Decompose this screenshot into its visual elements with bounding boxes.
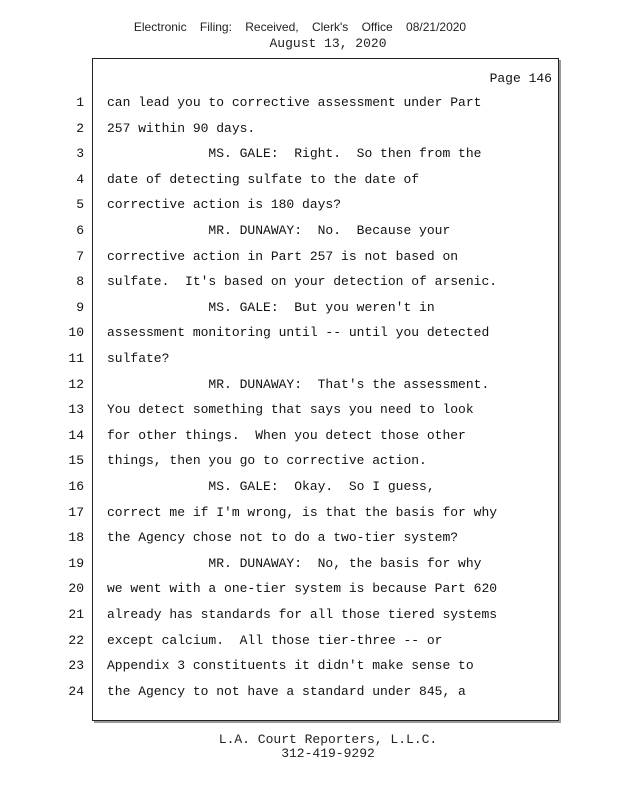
line-number: 1 xyxy=(76,95,84,110)
line-number: 18 xyxy=(68,530,84,545)
transcript-line-text: correct me if I'm wrong, is that the basis for why xyxy=(107,505,498,520)
line-number: 11 xyxy=(68,351,84,366)
hearing-date: August 13, 2020 xyxy=(269,36,387,51)
line-number: 2 xyxy=(76,121,84,136)
transcript-line-text: You detect something that says you need to look xyxy=(107,402,474,417)
transcript-line-text: can lead you to corrective assessment under Part xyxy=(107,95,482,110)
line-number: 4 xyxy=(76,172,84,187)
transcript-line-text: except calcium. All those tier-three -- or xyxy=(107,633,443,648)
line-number: 21 xyxy=(68,607,84,622)
transcript-line-text: Appendix 3 constituents it didn't make sense to xyxy=(107,658,474,673)
transcript-line-text: for other things. When you detect those other xyxy=(107,428,466,443)
line-number: 19 xyxy=(68,556,84,571)
line-number: 16 xyxy=(68,479,84,494)
transcript-line-text: MS. GALE: Right. So then from the xyxy=(107,146,482,161)
line-number: 24 xyxy=(68,684,84,699)
line-number: 7 xyxy=(76,249,84,264)
line-number: 22 xyxy=(68,633,84,648)
transcript-line-text: MS. GALE: But you weren't in xyxy=(107,300,435,315)
transcript-line-text: sulfate. It's based on your detection of arsenic. xyxy=(107,274,498,289)
line-number: 9 xyxy=(76,300,84,315)
transcript-line-text: MS. GALE: Okay. So I guess, xyxy=(107,479,435,494)
reporter-phone: 312-419-9292 xyxy=(281,746,375,761)
line-number: 3 xyxy=(76,146,84,161)
transcript-line-text: 257 within 90 days. xyxy=(107,121,256,136)
transcript-line-text: the Agency chose not to do a two-tier system? xyxy=(107,530,459,545)
transcript-line-text: sulfate? xyxy=(107,351,170,366)
line-number: 5 xyxy=(76,197,84,212)
line-number: 13 xyxy=(68,402,84,417)
line-number: 14 xyxy=(68,428,84,443)
transcript-line-text: date of detecting sulfate to the date of xyxy=(107,172,420,187)
line-number: 15 xyxy=(68,453,84,468)
transcript-line-text: the Agency to not have a standard under 845, a xyxy=(107,684,466,699)
transcript-line-text: MR. DUNAWAY: No. Because your xyxy=(107,223,451,238)
transcript-line-text: corrective action is 180 days? xyxy=(107,197,342,212)
filing-stamp: Electronic Filing: Received, Clerk's Office 08/21/2020 xyxy=(133,20,467,34)
transcript-line-text: we went with a one-tier system is because Part 620 xyxy=(107,581,498,596)
line-number: 10 xyxy=(68,325,84,340)
transcript-line-text: corrective action in Part 257 is not based on xyxy=(107,249,459,264)
line-number: 20 xyxy=(68,581,84,596)
line-number: 6 xyxy=(76,223,84,238)
transcript-line-text: assessment monitoring until -- until you detected xyxy=(107,325,490,340)
transcript-line-text: already has standards for all those tiered systems xyxy=(107,607,498,622)
line-number: 17 xyxy=(68,505,84,520)
line-number: 23 xyxy=(68,658,84,673)
line-number: 8 xyxy=(76,274,84,289)
page-number: Page 146 xyxy=(489,71,552,86)
reporter-company: L.A. Court Reporters, L.L.C. xyxy=(218,732,438,747)
transcript-line-text: MR. DUNAWAY: No, the basis for why xyxy=(107,556,482,571)
transcript-line-text: things, then you go to corrective action. xyxy=(107,453,427,468)
line-number: 12 xyxy=(68,377,84,392)
transcript-line-text: MR. DUNAWAY: That's the assessment. xyxy=(107,377,490,392)
